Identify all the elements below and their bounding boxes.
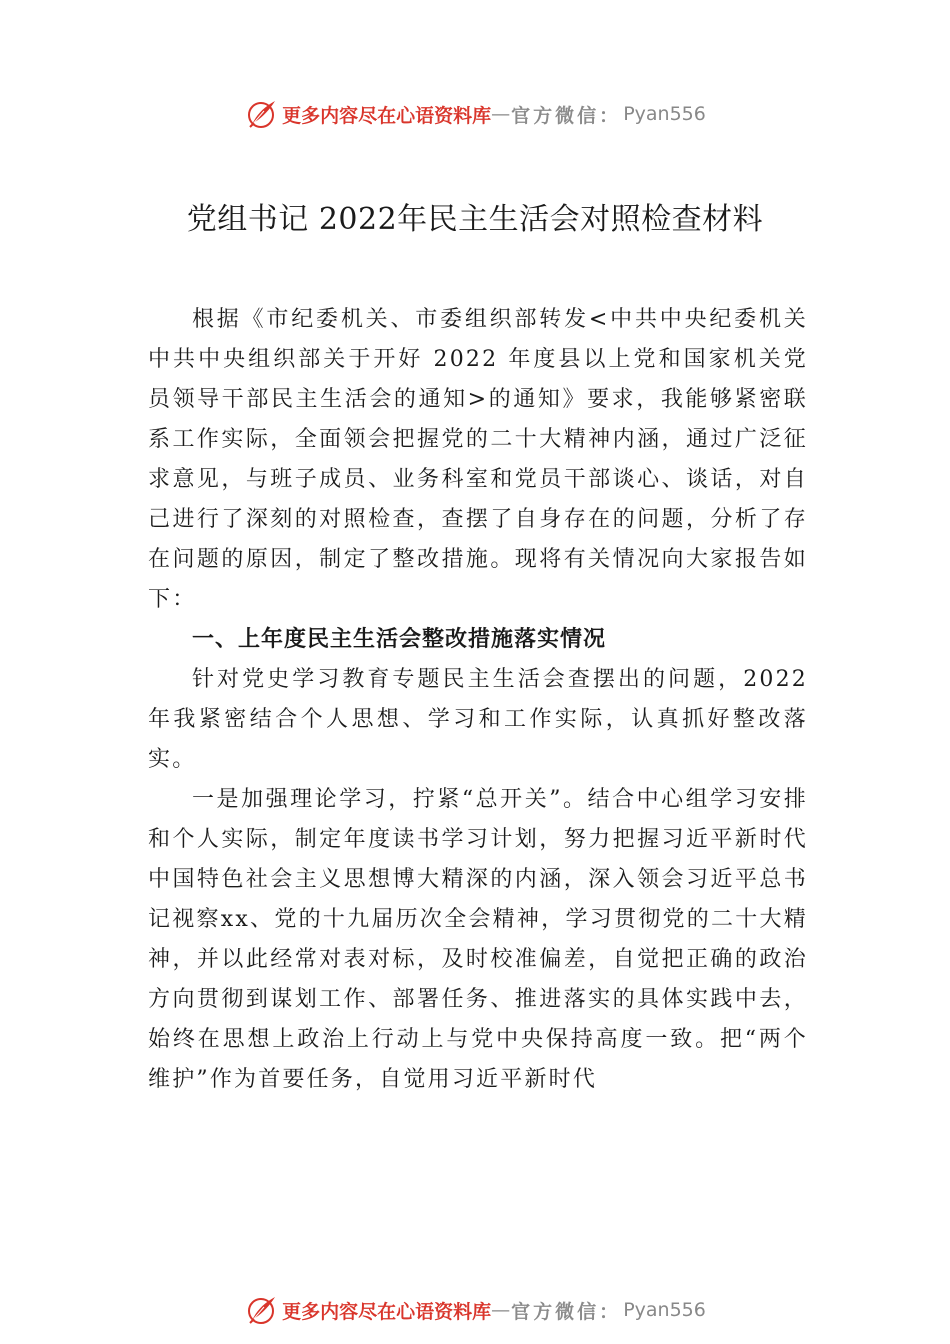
watermark-wechat-id: Pyan556 (623, 1299, 706, 1321)
watermark-main-text: 更多内容尽在心语资料库 (282, 1300, 492, 1323)
body-paragraph-intro: 根据《市纪委机关、市委组织部转发<中共中央纪委机关 中共中央组织部关于开好 2022 年度县以上党和国家机关党员领导干部民主生活会的通知>的通知》要求，我能够紧密联系工作实际，全面领会把握党的二十大精神内涵，通过广泛征求意见，与班子成员、业务科室和党员干部谈心、谈话，对自己进行了深刻的对照检查，查摆了自身存在的问题，分析了存在问题的原因，制定了整改措施。现将有关情况向大家报告如下： (148, 307, 808, 612)
section-heading: 一、上年度民主生活会整改措施落实情况 (192, 627, 607, 652)
watermark-separator: — (491, 1299, 512, 1321)
document-body (148, 300, 808, 1100)
document-title: 党组书记 2022年民主生活会对照检查材料 (186, 202, 764, 237)
body-paragraph-3: 一是加强理论学习，拧紧“总开关”。结合中心组学习安排和个人实际，制定年度读书学习计划，努力把握习近平新时代中国特色社会主义思想博大精深的内涵，深入领会习近平总书记视察xx、党的十九届历次全会精神，学习贯彻党的二十大精神，并以此经常对表对标，及时校准偏差，自觉把正确的政治方向贯彻到谋划工作、部署任务、推进落实的具体实践中去，始终在思想上政治上行动上与党中央保持高度一致。把“两个维护”作为首要任务，自觉用习近平新时代 (148, 787, 808, 1092)
watermark-main-text: 更多内容尽在心语资料库 (282, 104, 492, 127)
header-watermark (0, 94, 950, 134)
body-paragraph-2: 针对党史学习教育专题民主生活会查摆出的问题，2022年我紧密结合个人思想、学习和工作实际，认真抓好整改落实。 (148, 667, 808, 772)
watermark-wechat-id: Pyan556 (623, 103, 706, 125)
watermark-separator: — (491, 103, 512, 125)
watermark-suffix: 官方微信： (511, 1300, 622, 1323)
feather-quill-logo-icon (244, 97, 278, 131)
watermark-suffix: 官方微信： (511, 104, 622, 127)
footer-watermark (0, 1290, 950, 1330)
feather-quill-logo-icon (244, 1293, 278, 1327)
